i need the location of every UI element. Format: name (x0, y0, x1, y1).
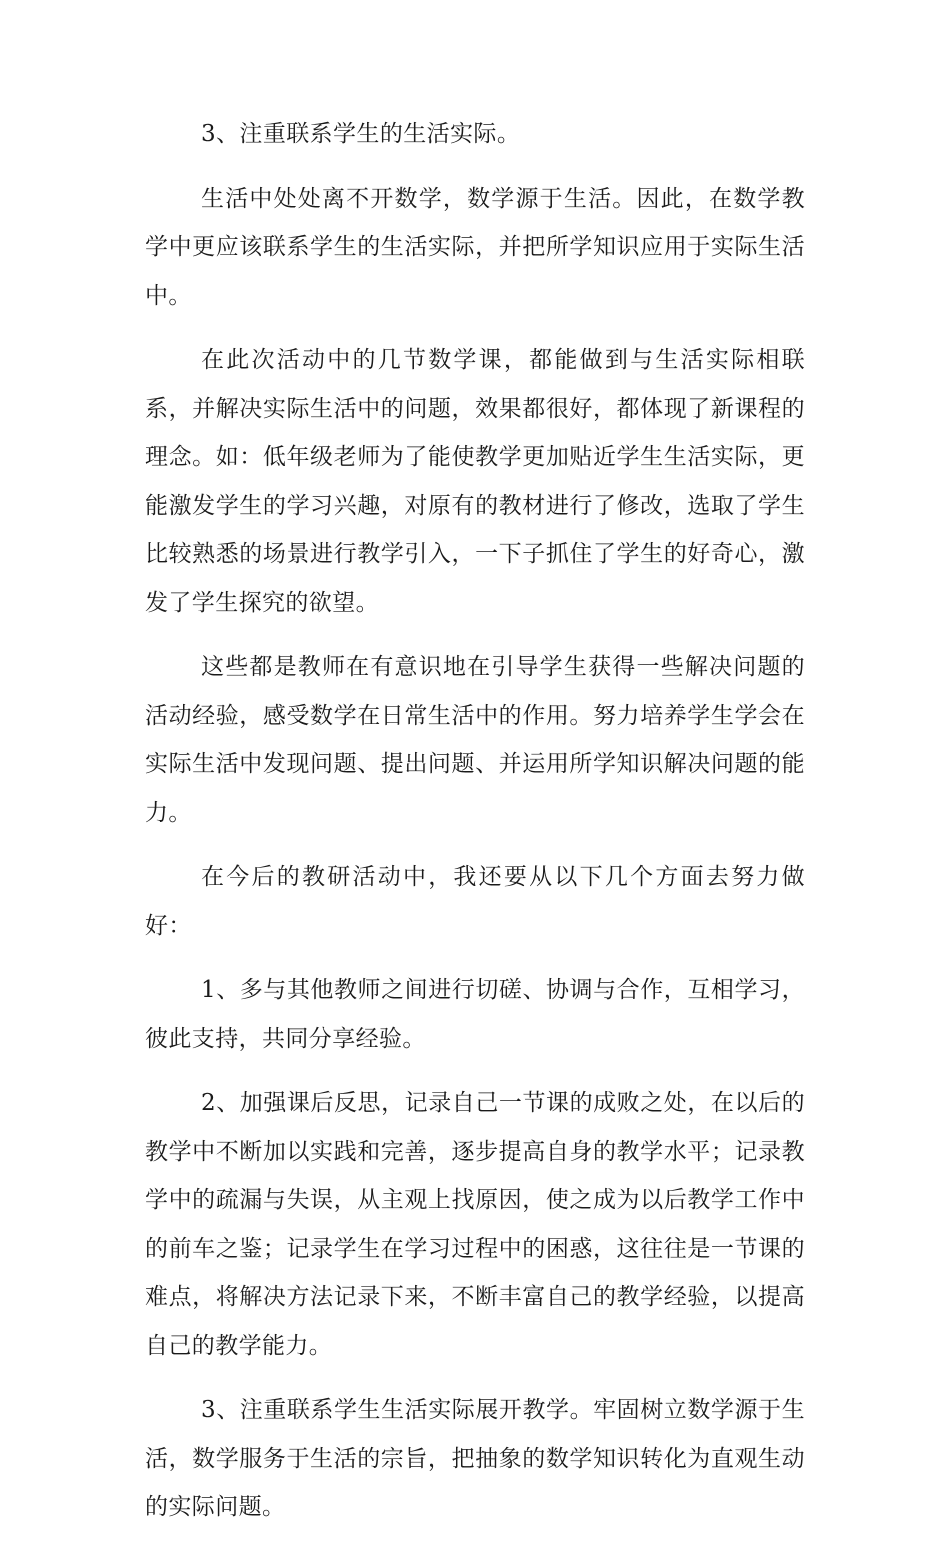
document-body (145, 110, 805, 1548)
list-item-3: 3、注重联系学生生活实际展开教学。牢固树立数学源于生活，数学服务于生活的宗旨，把抽象的数学知识转化为直观生动的实际问题。 (145, 1397, 805, 1520)
paragraph: 在此次活动中的几节数学课，都能做到与生活实际相联系，并解决实际生活中的问题，效果都很好，都体现了新课程的理念。如：低年级老师为了能使教学更加贴近学生生活实际，更能激发学生的学习兴趣，对原有的教材进行了修改，选取了学生比较熟悉的场景进行教学引入，一下子抓住了学生的好奇心，激发了学生探究的欲望。 (145, 347, 805, 616)
paragraph-heading-3: 3、注重联系学生的生活实际。 (201, 121, 521, 147)
list-item-1: 1、多与其他教师之间进行切磋、协调与合作，互相学习，彼此支持，共同分享经验。 (145, 977, 805, 1052)
paragraph: 在今后的教研活动中，我还要从以下几个方面去努力做好： (145, 864, 805, 939)
paragraph: 生活中处处离不开数学，数学源于生活。因此，在数学教学中更应该联系学生的生活实际，并把所学知识应用于实际生活中。 (145, 185, 805, 309)
list-item-2: 2、加强课后反思，记录自己一节课的成败之处，在以后的教学中不断加以实践和完善，逐步提高自身的教学水平；记录教学中的疏漏与失误，从主观上找原因，使之成为以后教学工作中的前车之鉴；记录学生在学习过程中的困惑，这往往是一节课的难点，将解决方法记录下来，不断丰富自己的教学经验，以提高自己的教学能力。 (145, 1090, 805, 1359)
paragraph: 这些都是教师在有意识地在引导学生获得一些解决问题的活动经验，感受数学在日常生活中的作用。努力培养学生学会在实际生活中发现问题、提出问题、并运用所学知识解决问题的能力。 (145, 654, 805, 826)
